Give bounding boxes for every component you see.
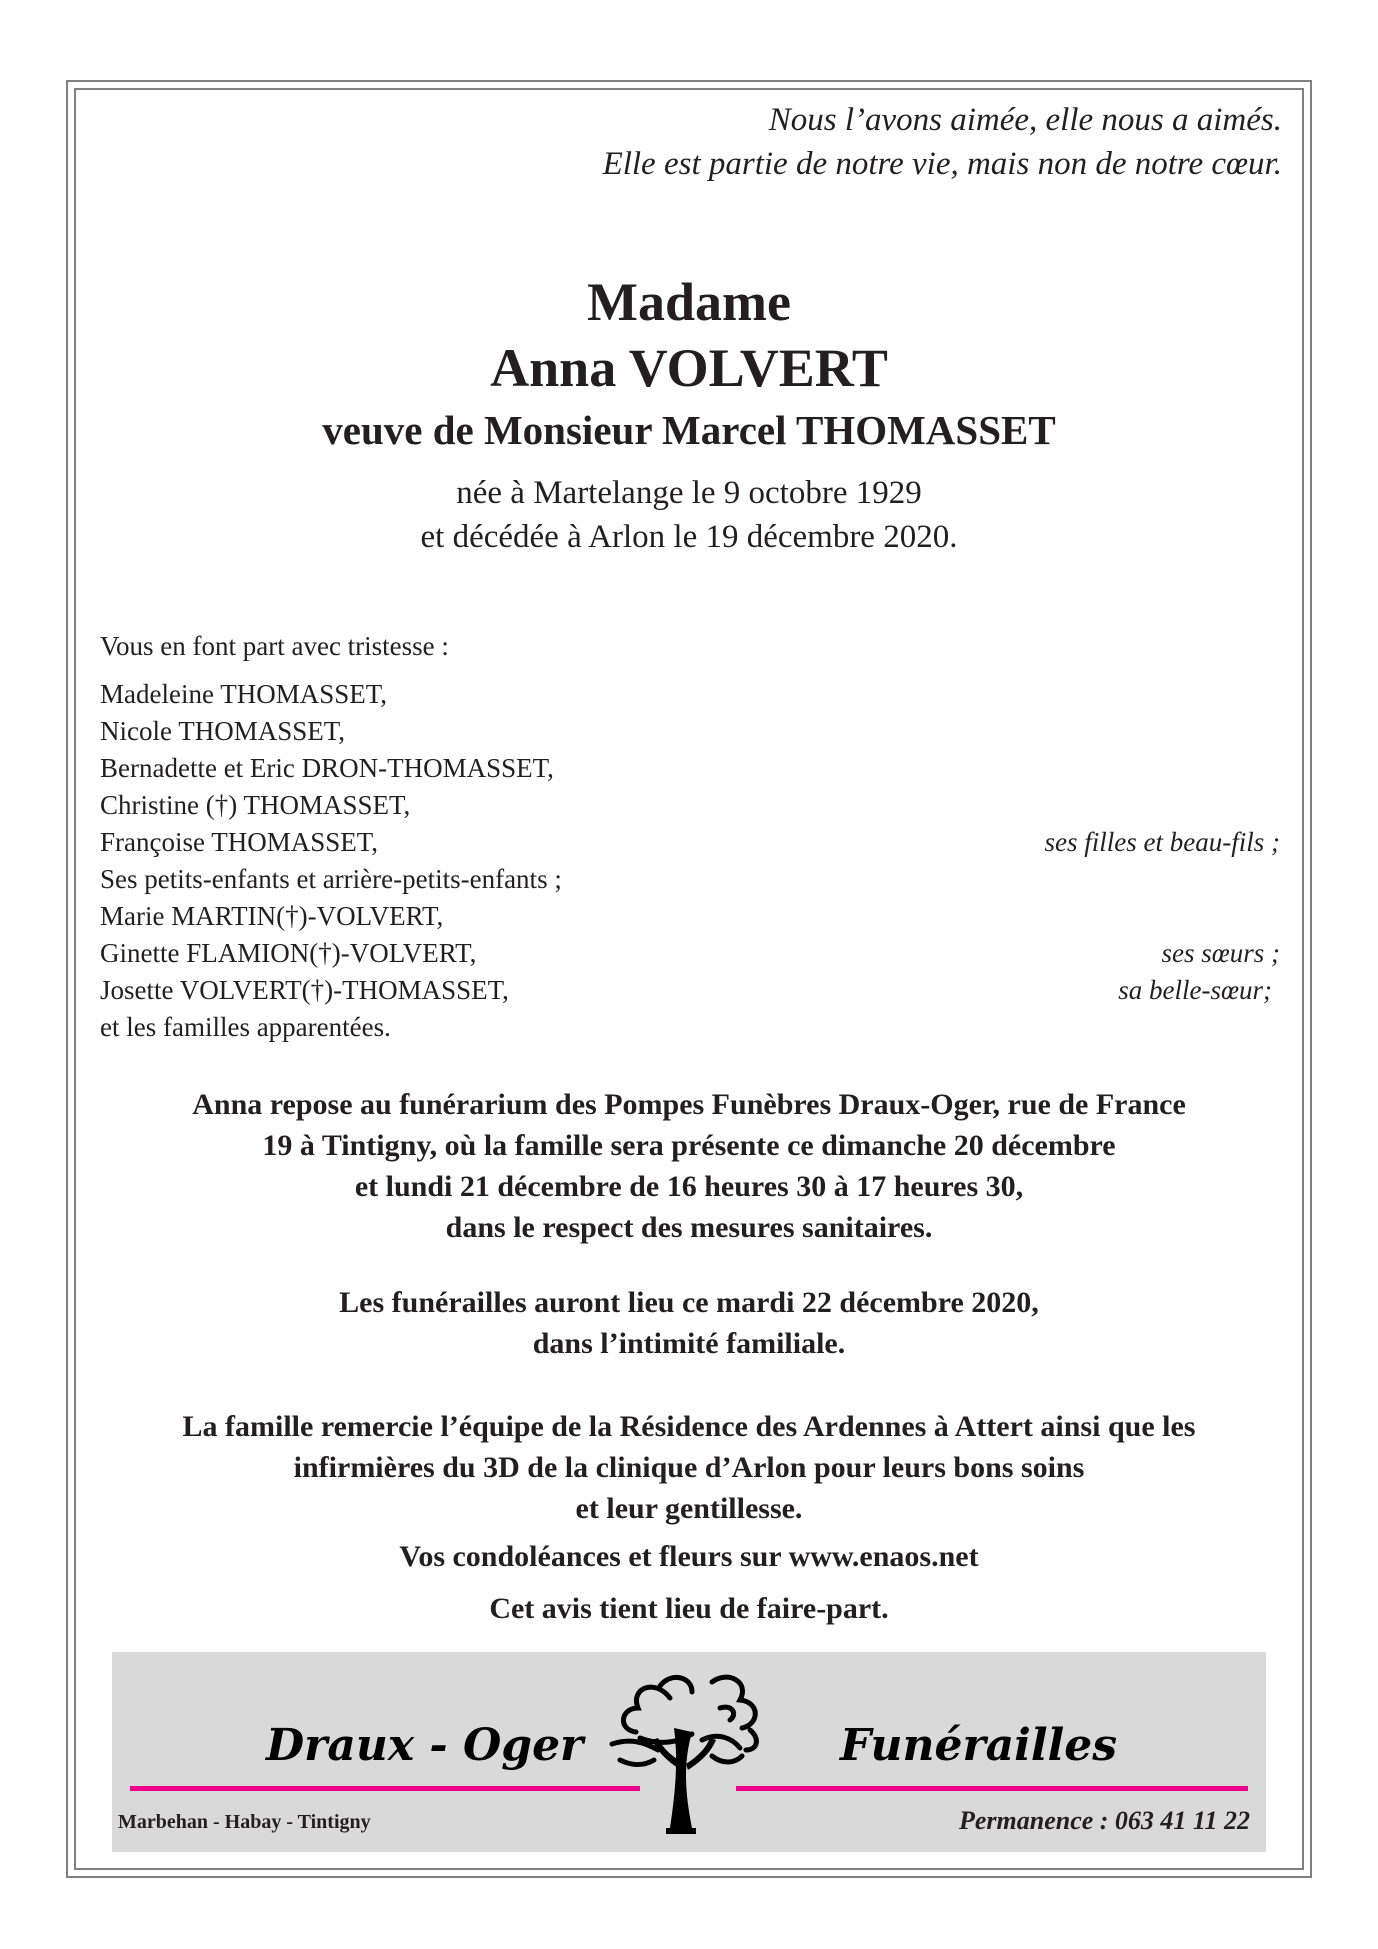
accent-line-left [130, 1786, 640, 1791]
list-item [100, 972, 1280, 1009]
family-member-name: Françoise THOMASSET, [100, 827, 378, 857]
rest-info-line: Anna repose au funérarium des Pompes Funèbres Draux-Oger, rue de France [192, 1088, 1186, 1121]
list-item [100, 713, 1280, 750]
brand-right: Funérailles [840, 1720, 1118, 1771]
birth-line: née à Martelange le 9 octobre 1929 [456, 475, 922, 511]
deceased-title: Madame [587, 272, 791, 332]
phone-line: Permanence : 063 41 11 22 [958, 1806, 1250, 1835]
deceased-name: Anna VOLVERT [490, 338, 888, 398]
locations: Marbehan - Habay - Tintigny [118, 1811, 371, 1833]
notice-line: Cet avis tient lieu de faire-part. [489, 1592, 889, 1625]
condolences-line: Vos condoléances et fleurs sur www.enaos.net [399, 1540, 979, 1573]
list-item [100, 824, 1280, 861]
list-item [100, 787, 1280, 824]
rest-info-line: et lundi 21 décembre de 16 heures 30 à 17 heures 30, [354, 1170, 1024, 1203]
family-member-name: Josette VOLVERT(†)-THOMASSET, [100, 975, 509, 1005]
family-member-name: Ginette FLAMION(†)-VOLVERT, [100, 938, 477, 968]
family-relation: ses filles et beau-fils ; [1044, 827, 1280, 857]
epigraph-line-2: Elle est partie de notre vie, mais non de notre cœur. [602, 146, 1282, 182]
funeral-home-banner [112, 1652, 1266, 1852]
rest-info-line: 19 à Tintigny, où la famille sera présente ce dimanche 20 décembre [262, 1129, 1116, 1162]
family-member-name: Marie MARTIN(†)-VOLVERT, [100, 901, 444, 931]
death-line: et décédée à Arlon le 19 décembre 2020. [420, 519, 958, 555]
list-item [100, 861, 1280, 898]
thanks [74, 1406, 1304, 1529]
funeral-info [74, 1282, 1304, 1364]
epigraph-line-1: Nous l’avons aimée, elle nous a aimés. [768, 102, 1282, 138]
list-item [100, 1009, 1280, 1046]
family-member-name: Nicole THOMASSET, [100, 716, 345, 746]
rest-info [74, 1084, 1304, 1248]
funeral-info-line: dans l’intimité familiale. [532, 1327, 846, 1360]
announcement-intro: Vous en font part avec tristesse : [100, 631, 449, 661]
family-member-name: Bernadette et Eric DRON-THOMASSET, [100, 753, 554, 783]
family-relation: sa belle-sœur; [1118, 975, 1272, 1005]
accent-line-right [736, 1786, 1248, 1791]
list-item [100, 898, 1280, 935]
family-member-name: et les familles apparentées. [100, 1012, 391, 1042]
list-item [100, 676, 1280, 713]
brand-left: Draux - Oger [266, 1720, 584, 1771]
tree-icon [600, 1668, 778, 1840]
thanks-line: infirmières du 3D de la clinique d’Arlon pour leurs bons soins [293, 1451, 1085, 1484]
family-member-name: Madeleine THOMASSET, [100, 679, 387, 709]
thanks-line: La famille remercie l’équipe de la Résidence des Ardennes à Attert ainsi que les [182, 1410, 1196, 1443]
list-item [100, 935, 1280, 972]
rest-info-line: dans le respect des mesures sanitaires. [445, 1211, 933, 1244]
funeral-info-line: Les funérailles auront lieu ce mardi 22 décembre 2020, [339, 1286, 1039, 1319]
family-relation: ses sœurs ; [1161, 938, 1280, 968]
family-member-name: Ses petits-enfants et arrière-petits-enfants ; [100, 864, 562, 894]
list-item [100, 750, 1280, 787]
widow-of: veuve de Monsieur Marcel THOMASSET [322, 407, 1056, 453]
family-member-name: Christine (†) THOMASSET, [100, 790, 411, 820]
thanks-line: et leur gentillesse. [575, 1492, 803, 1525]
